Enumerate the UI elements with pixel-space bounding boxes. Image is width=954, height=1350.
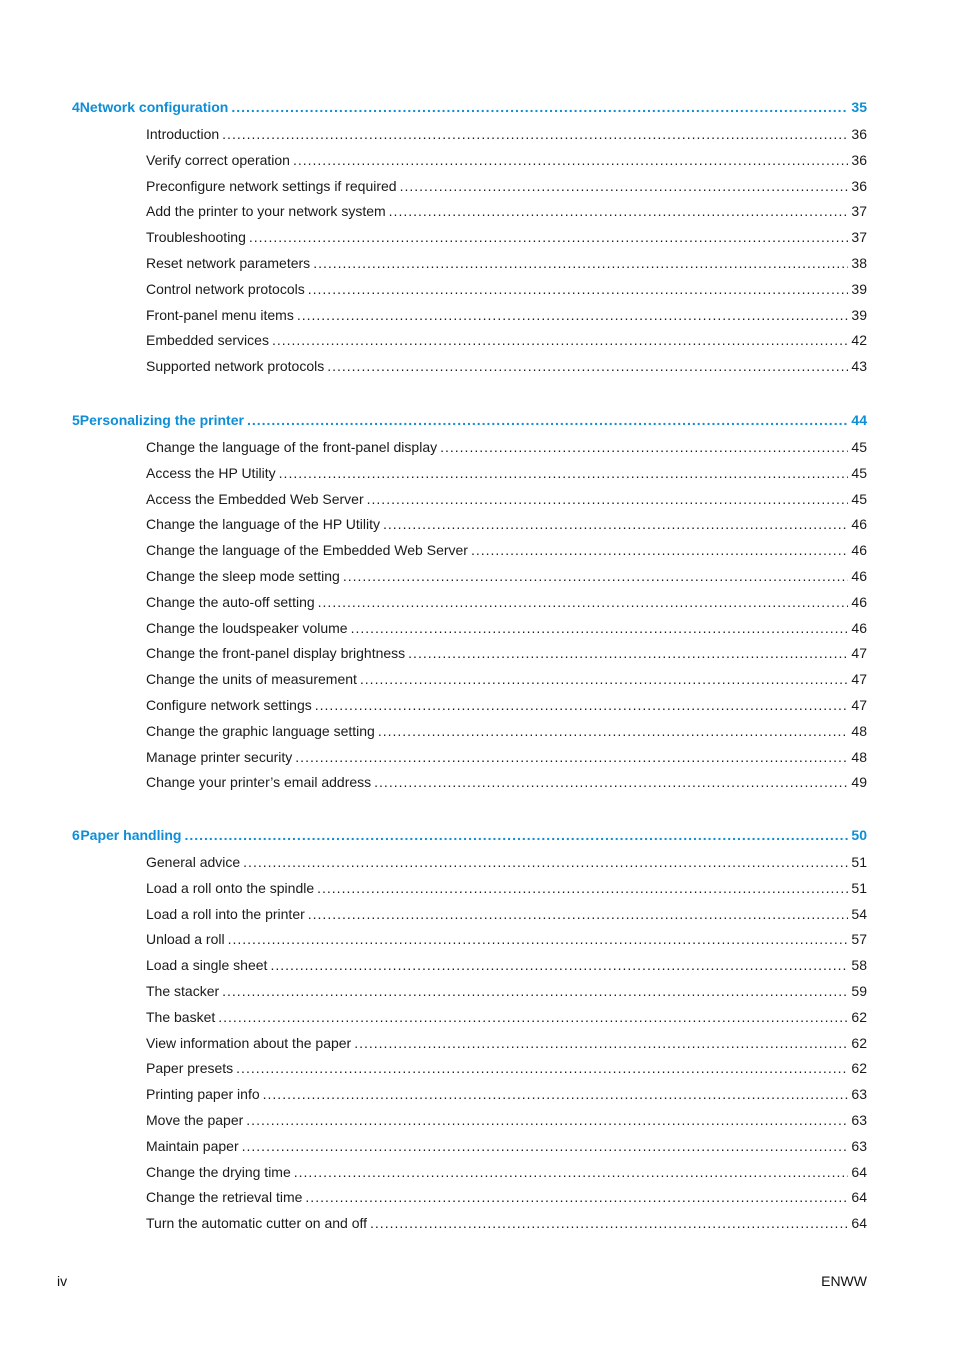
toc-section-entry[interactable] [146,696,867,714]
section-page-number: 59 [851,983,867,999]
toc-section-entry[interactable] [146,879,867,897]
section-page-number: 48 [851,749,867,765]
chapter-title: Personalizing the printer [79,412,244,428]
section-title: Access the Embedded Web Server [146,491,364,507]
chapter-number: 5 [72,412,80,428]
dot-leader [440,438,848,456]
section-page-number: 36 [851,126,867,142]
section-page-number: 46 [851,568,867,584]
toc-section-entry[interactable] [146,1214,867,1232]
toc-section-entry[interactable] [146,982,867,1000]
section-title: Change the graphic language setting [146,723,375,739]
dot-leader [218,1008,848,1026]
section-page-number: 47 [851,671,867,687]
toc-section-entry[interactable] [146,438,867,456]
section-title: Change the retrieval time [146,1189,303,1205]
toc-section-entry[interactable] [146,151,867,169]
section-page-number: 47 [851,697,867,713]
dot-leader [374,773,848,791]
toc-section-entry[interactable] [146,254,867,272]
section-title: Unload a roll [146,931,225,947]
section-title: View information about the paper [146,1035,352,1051]
toc-chapter-entry[interactable] [72,411,867,429]
toc-section-entry[interactable] [146,593,867,611]
section-page-number: 46 [851,620,867,636]
section-title: Front-panel menu items [146,307,294,323]
toc-section-entry[interactable] [146,1085,867,1103]
toc-section-entry[interactable] [146,464,867,482]
dot-leader [263,1085,849,1103]
toc-section-entry[interactable] [146,1188,867,1206]
toc-section-entry[interactable] [146,280,867,298]
section-page-number: 39 [851,281,867,297]
section-page-number: 63 [851,1112,867,1128]
dot-leader [315,696,849,714]
section-title: Introduction [146,126,220,142]
dot-leader [249,228,849,246]
toc-section-entry[interactable] [146,748,867,766]
toc-section-entry[interactable] [146,177,867,195]
toc-section-entry[interactable] [146,125,867,143]
section-title: Change the language of the front-panel display [146,439,438,455]
section-title: Change the loudspeaker volume [146,620,348,636]
dot-leader [247,411,848,429]
dot-leader [471,541,848,559]
dot-leader [246,1111,848,1129]
dot-leader [242,1137,849,1155]
section-page-number: 48 [851,723,867,739]
dot-leader [279,464,849,482]
dot-leader [343,567,849,585]
section-title: Change the units of measurement [146,671,357,687]
section-title: Change the front-panel display brightness [146,645,406,661]
section-page-number: 47 [851,645,867,661]
section-title: Change your printer’s email address [146,774,372,790]
section-page-number: 58 [851,957,867,973]
section-title: Control network protocols [146,281,305,297]
section-title: Supported network protocols [146,358,325,374]
section-title: Paper presets [146,1060,234,1076]
section-title: Manage printer security [146,749,293,765]
toc-section-entry[interactable] [146,773,867,791]
dot-leader [305,1188,848,1206]
chapter-title: Network configuration [79,99,229,115]
toc-section-entry[interactable] [146,905,867,923]
toc-section-entry[interactable] [146,331,867,349]
dot-leader [294,1163,849,1181]
dot-leader [351,619,849,637]
toc-chapter-entry[interactable] [72,826,867,844]
dot-leader [408,644,848,662]
section-page-number: 39 [851,307,867,323]
toc-section-entry[interactable] [146,306,867,324]
dot-leader [293,151,848,169]
dot-leader [272,331,848,349]
toc-section-entry[interactable] [146,644,867,662]
toc-section-entry[interactable] [146,930,867,948]
toc-chapter-entry[interactable] [72,98,867,116]
dot-leader [327,357,848,375]
section-page-number: 51 [851,854,867,870]
section-page-number: 42 [851,332,867,348]
dot-leader [297,306,849,324]
dot-leader [400,177,849,195]
section-page-number: 64 [851,1189,867,1205]
toc-section-entry[interactable] [146,228,867,246]
chapter-page-number: 35 [851,99,867,115]
dot-leader [367,490,849,508]
toc-section-entry[interactable] [146,567,867,585]
dot-leader [313,254,848,272]
toc-section-entry[interactable] [146,1059,867,1077]
section-page-number: 51 [851,880,867,896]
toc-section-entry[interactable] [146,670,867,688]
chapter-page-number: 44 [851,412,867,428]
section-title: Move the paper [146,1112,244,1128]
section-page-number: 46 [851,594,867,610]
section-page-number: 54 [851,906,867,922]
section-page-number: 38 [851,255,867,271]
dot-leader [231,98,848,116]
dot-leader [243,853,848,871]
section-title: Change the auto-off setting [146,594,315,610]
section-title: Load a roll onto the spindle [146,880,315,896]
section-page-number: 57 [851,931,867,947]
section-title: Change the sleep mode setting [146,568,340,584]
dot-leader [184,826,848,844]
section-page-number: 46 [851,516,867,532]
dot-leader [318,593,849,611]
dot-leader [370,1214,848,1232]
toc-section-entry[interactable] [146,515,867,533]
toc-section-entry[interactable] [146,1008,867,1026]
toc-section-entry[interactable] [146,1137,867,1155]
section-page-number: 43 [851,358,867,374]
toc-section-entry[interactable] [146,1163,867,1181]
section-title: Add the printer to your network system [146,203,386,219]
toc-section-entry[interactable] [146,490,867,508]
section-page-number: 46 [851,542,867,558]
section-title: Load a roll into the printer [146,906,305,922]
toc-section-entry[interactable] [146,853,867,871]
section-page-number: 62 [851,1060,867,1076]
dot-leader [378,722,849,740]
section-title: Maintain paper [146,1138,239,1154]
chapter-title: Paper handling [80,827,182,843]
dot-leader [308,280,849,298]
section-title: Load a single sheet [146,957,268,973]
toc-section-entry[interactable] [146,1034,867,1052]
footer-label: ENWW [821,1273,867,1289]
section-page-number: 36 [851,152,867,168]
section-page-number: 62 [851,1035,867,1051]
section-title: Reset network parameters [146,255,311,271]
toc-section-entry[interactable] [146,202,867,220]
dot-leader [308,905,849,923]
dot-leader [222,125,848,143]
dot-leader [236,1059,848,1077]
dot-leader [360,670,849,688]
section-title: Change the language of the Embedded Web Server [146,542,468,558]
section-title: Turn the automatic cutter on and off [146,1215,368,1231]
section-page-number: 49 [851,774,867,790]
section-page-number: 62 [851,1009,867,1025]
section-page-number: 63 [851,1138,867,1154]
section-title: Verify correct operation [146,152,290,168]
section-title: Troubleshooting [146,229,246,245]
toc-section-entry[interactable] [146,541,867,559]
section-page-number: 45 [851,439,867,455]
section-title: Change the drying time [146,1164,291,1180]
section-title: Change the language of the HP Utility [146,516,381,532]
toc-section-entry[interactable] [146,357,867,375]
section-page-number: 36 [851,178,867,194]
dot-leader [222,982,848,1000]
footer-page-number: iv [57,1273,68,1289]
toc-section-entry[interactable] [146,619,867,637]
section-page-number: 37 [851,229,867,245]
section-title: Configure network settings [146,697,312,713]
section-page-number: 45 [851,491,867,507]
section-page-number: 37 [851,203,867,219]
dot-leader [228,930,849,948]
section-page-number: 64 [851,1215,867,1231]
section-title: Embedded services [146,332,269,348]
section-title: Printing paper info [146,1086,260,1102]
dot-leader [270,956,848,974]
dot-leader [354,1034,848,1052]
section-title: General advice [146,854,241,870]
toc-section-entry[interactable] [146,1111,867,1129]
section-page-number: 64 [851,1164,867,1180]
section-page-number: 63 [851,1086,867,1102]
section-title: Preconfigure network settings if required [146,178,397,194]
section-page-number: 45 [851,465,867,481]
dot-leader [317,879,848,897]
dot-leader [383,515,848,533]
section-title: Access the HP Utility [146,465,276,481]
chapter-page-number: 50 [851,827,867,843]
chapter-number: 4 [72,99,80,115]
dot-leader [389,202,849,220]
chapter-number: 6 [72,827,80,843]
toc-section-entry[interactable] [146,956,867,974]
toc-section-entry[interactable] [146,722,867,740]
section-title: The basket [146,1009,216,1025]
section-title: The stacker [146,983,220,999]
dot-leader [295,748,848,766]
